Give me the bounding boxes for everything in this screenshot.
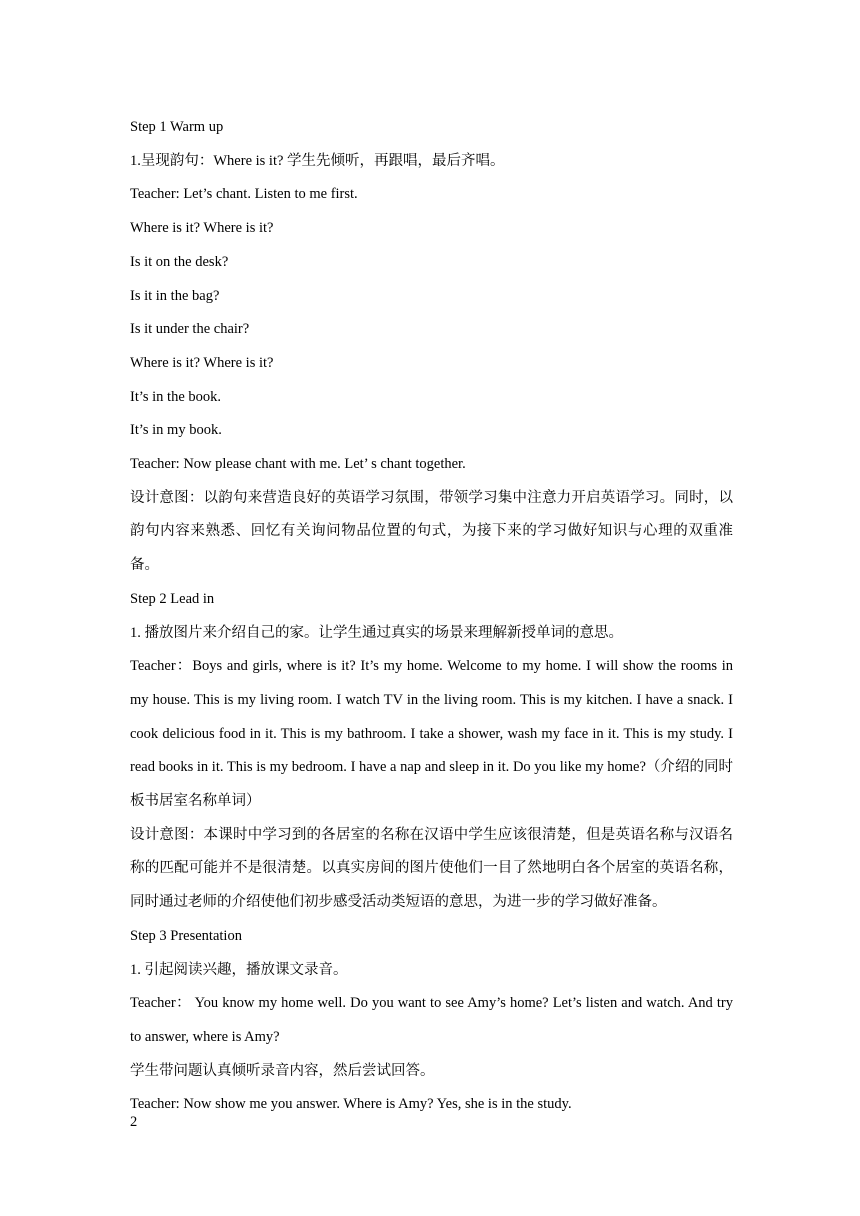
chant-line: It’s in the book.	[130, 388, 222, 405]
paragraph-presentation-item: 1. 引起阅读兴趣，播放课文录音。	[130, 961, 348, 978]
paragraph-lead-in-item: 1. 播放图片来介绍自己的家。让学生通过真实的场景来理解新授单词的意思。	[130, 624, 623, 641]
chant-line: Is it on the desk?	[130, 253, 229, 270]
paragraph-students-listen: 学生带问题认真倾听录音内容，然后尝试回答。	[130, 1062, 435, 1079]
page-number: 2	[130, 1114, 138, 1130]
paragraph-teacher-answer: Teacher: Now show me you answer. Where is Amy? Yes, she is in the study.	[130, 1096, 572, 1113]
paragraph-teacher-together: Teacher: Now please chant with me. Let’ s chant together.	[130, 456, 466, 473]
chant-line: Where is it? Where is it?	[130, 220, 274, 237]
heading-step-3: Step 3 Presentation	[130, 927, 242, 944]
chant-line: Is it under the chair?	[130, 321, 250, 338]
paragraph-design-intent-1: 设计意图：以韵句来营造良好的英语学习氛围，带领学习集中注意力开启英语学习。同时，以韵句内容来熟悉、回忆有关询问物品位置的句式，为接下来的学习做好知识与心理的双重准备。	[130, 489, 733, 574]
chant-line: Is it in the bag?	[130, 287, 220, 304]
heading-step-1: Step 1 Warm up	[130, 119, 224, 135]
paragraph-teacher-home: Teacher：Boys and girls, where is it? It’s my home. Welcome to my home. I will show the rooms in my house. This is my living room. I watch TV in the living room. This is my kitchen. I have a snack. I cook delicious food in it. This is my bathroom. I take a shower, wash my face in it. This is my study. I read books in it. This is my bedroom. I have a nap and sleep in it. Do you like my home?（介绍的同时板书居室名称单词）	[130, 658, 733, 810]
document-body	[130, 111, 733, 1122]
paragraph-design-intent-2: 设计意图：本课时中学习到的各居室的名称在汉语中学生应该很清楚，但是英语名称与汉语名称的匹配可能并不是很清楚。以真实房间的图片使他们一目了然地明白各个居室的英语名称，同时通过老师的介绍使他们初步感受活动类短语的意思，为进一步的学习做好准备。	[130, 826, 733, 911]
chant-line: Where is it? Where is it?	[130, 354, 274, 371]
chant-line: It’s in my book.	[130, 422, 222, 439]
paragraph-teacher-amy: Teacher： You know my home well. Do you want to see Amy’s home? Let’s listen and watch. And try to answer, where is Amy?	[130, 995, 733, 1045]
heading-step-2: Step 2 Lead in	[130, 590, 215, 607]
paragraph-chant-intro: 1.呈现韵句：Where is it? 学生先倾听，再跟唱，最后齐唱。	[130, 152, 505, 169]
paragraph-teacher-chant: Teacher: Let’s chant. Listen to me first.	[130, 186, 358, 203]
